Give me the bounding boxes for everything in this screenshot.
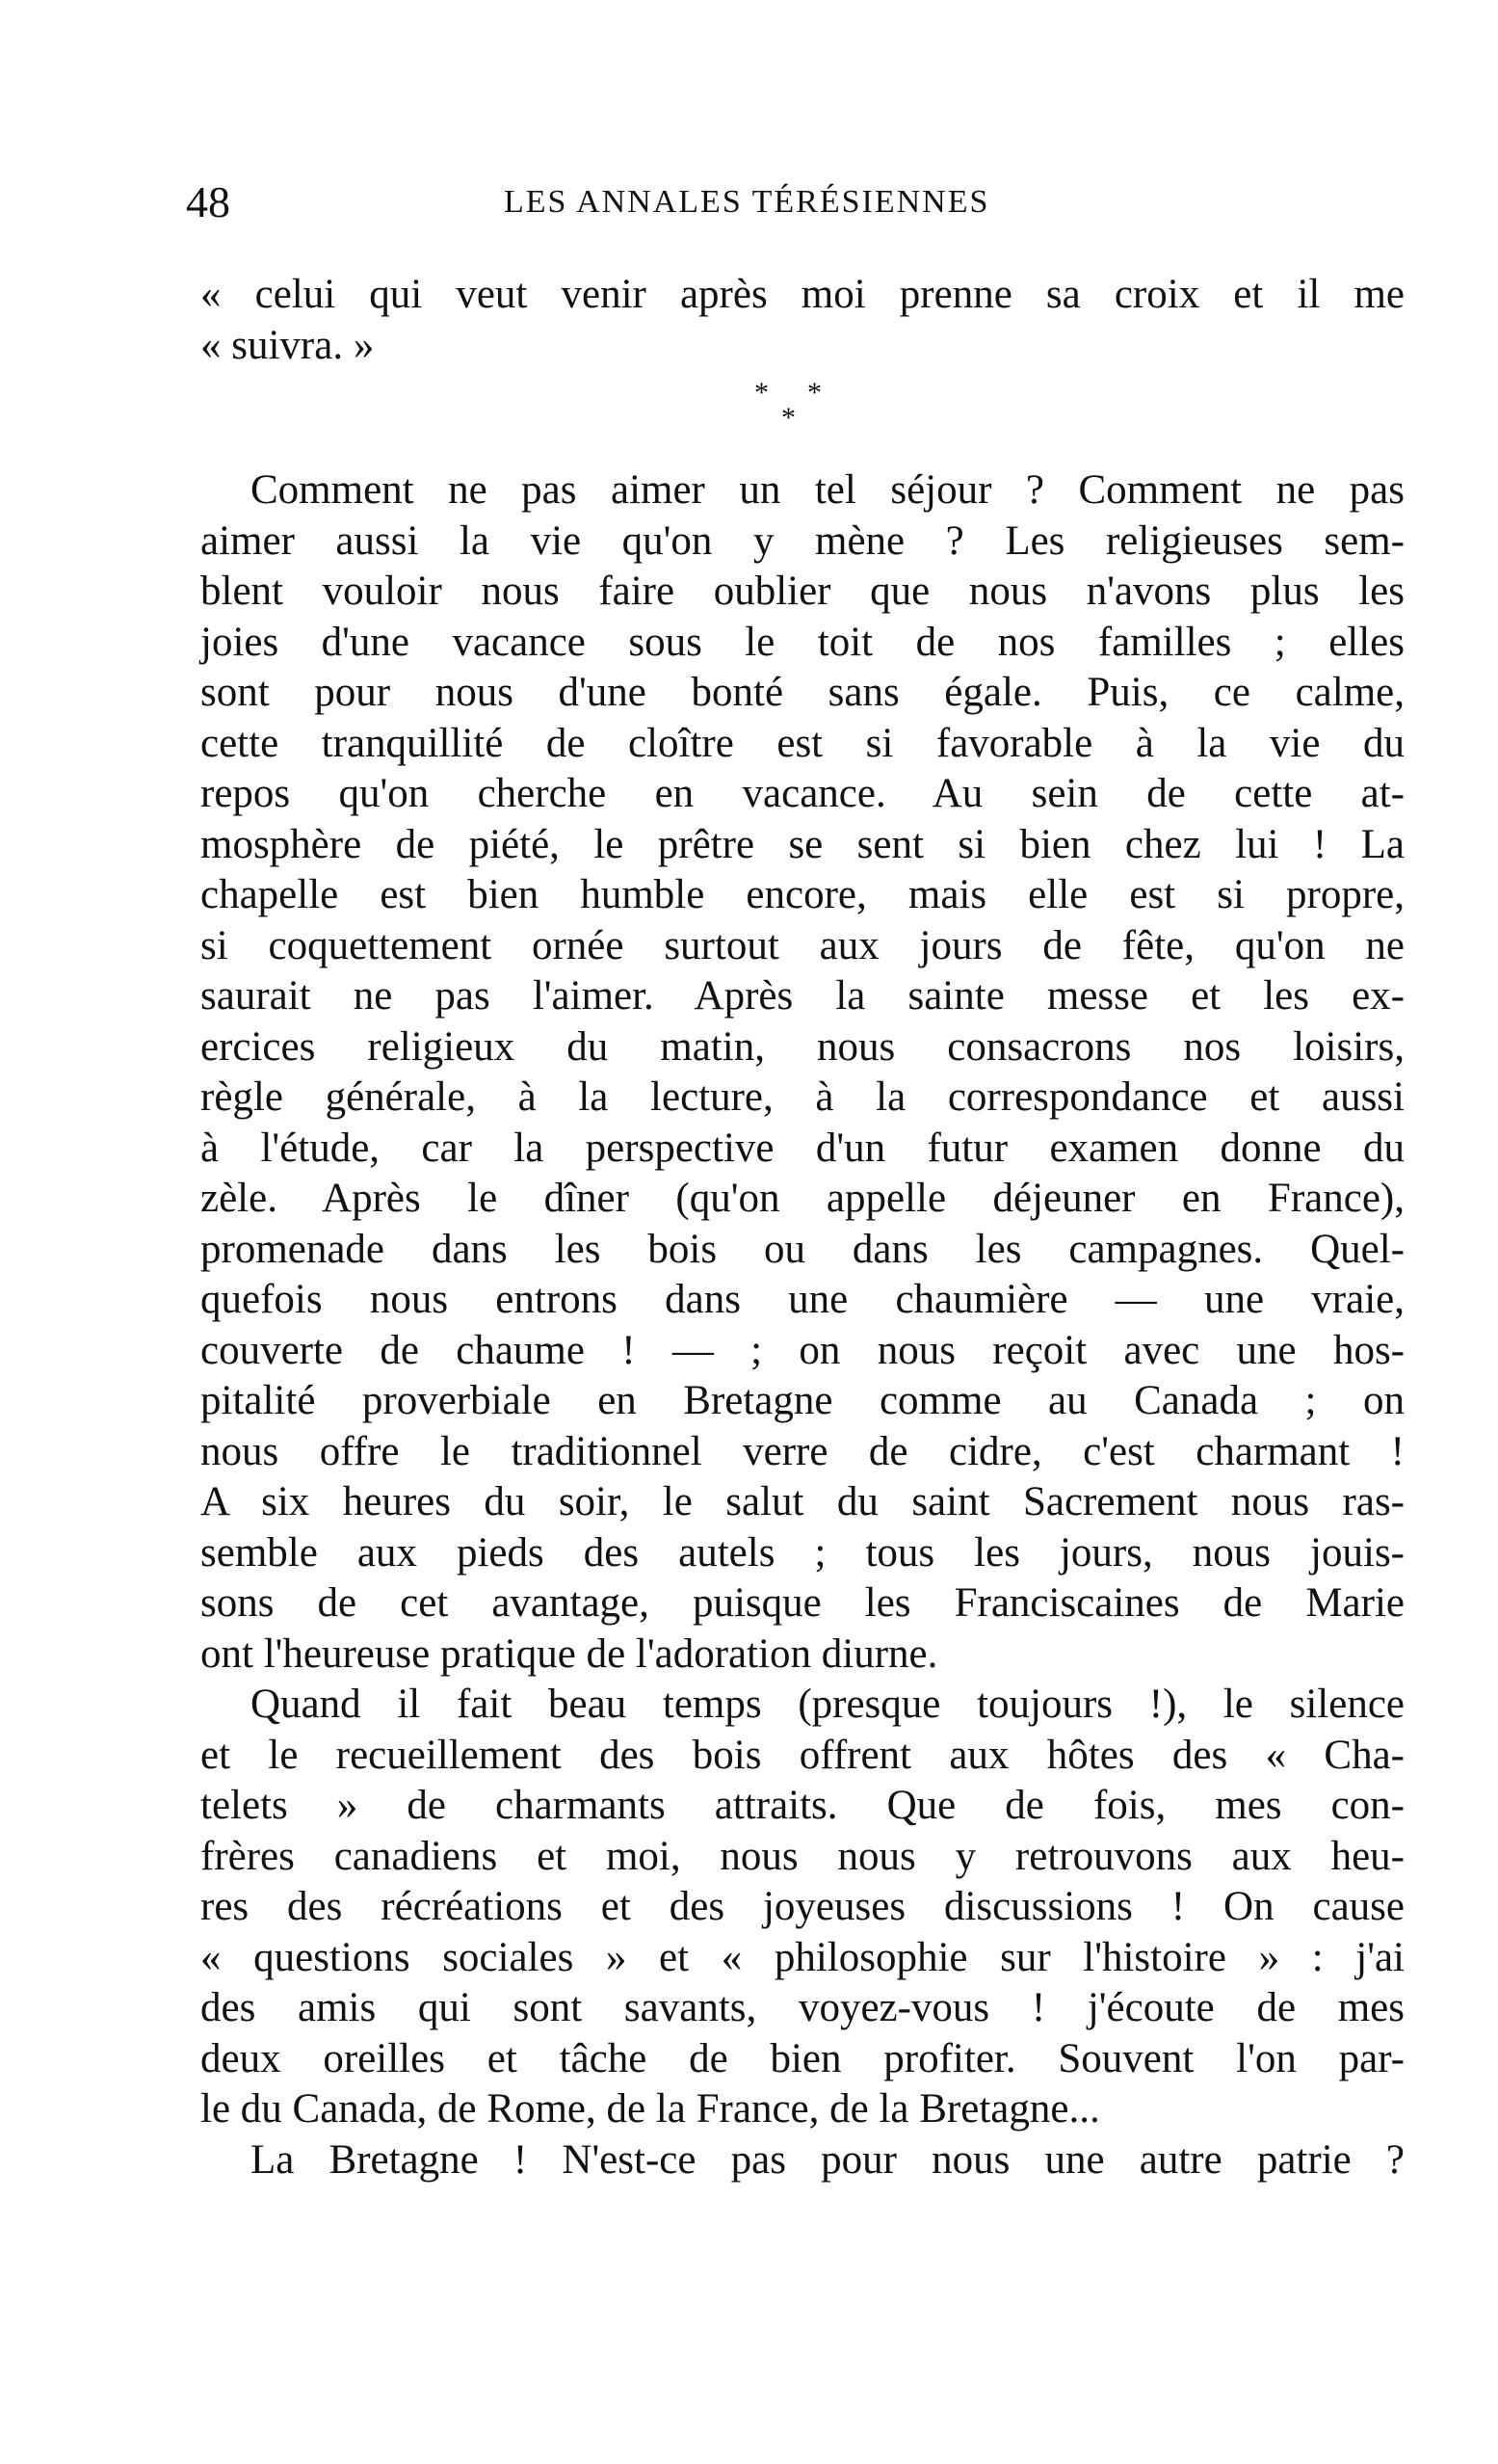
text-line: aimer aussi la vie qu'on y mène ? Les religieuses sem- — [200, 517, 1405, 564]
page-header — [186, 173, 1409, 231]
text-line: telets » de charmants attraits. Que de fois, mes con- — [200, 1783, 1405, 1828]
text-line: « questions sociales » et « philosophie sur l'histoire » : j'ai — [200, 1934, 1405, 1980]
running-title: LES ANNALES TÉRÉSIENNES — [504, 184, 990, 220]
text-line: à l'étude, car la perspective d'un futur examen donne du — [200, 1125, 1405, 1171]
section-ornament — [200, 371, 1405, 465]
text-line: La Bretagne ! N'est-ce pas pour nous une autre patrie ? — [250, 2136, 1405, 2183]
asterisk-icon: * — [781, 402, 796, 434]
text-line: blent vouloir nous faire oublier que nous n'avons plus les — [200, 569, 1405, 614]
text-line: « suivra. » — [200, 322, 375, 368]
page-number: 48 — [186, 177, 230, 226]
text-line: le du Canada, de Rome, de la France, de la Bretagne... — [200, 2086, 1100, 2132]
text-line: ercices religieux du matin, nous consacrons nos loisirs, — [200, 1023, 1405, 1070]
text-line: saurait ne pas l'aimer. Après la sainte messe et les ex- — [200, 973, 1405, 1019]
text-line: frères canadiens et moi, nous nous y retrouvons aux heu- — [200, 1833, 1405, 1879]
text-line: nous offre le traditionnel verre de cidre, c'est charmant ! — [200, 1428, 1405, 1474]
text-line: Comment ne pas aimer un tel séjour ? Comment ne pas — [250, 467, 1405, 513]
text-line: deux oreilles et tâche de bien profiter. Souvent l'on par- — [200, 2035, 1405, 2081]
text-line: et le recueillement des bois offrent aux hôtes des « Cha- — [200, 1732, 1405, 1778]
asterisk-icon: * — [754, 377, 769, 409]
asterisk-icon: * — [807, 377, 822, 409]
text-line: res des récréations et des joyeuses discussions ! On cause — [200, 1884, 1405, 1929]
text-line: ont l'heureuse pratique de l'adoration diurne. — [200, 1630, 938, 1677]
text-line: sons de cet avantage, puisque les Franciscaines de Marie — [200, 1580, 1405, 1626]
text-line: quefois nous entrons dans une chaumière — une vraie, — [200, 1277, 1405, 1322]
text-line: chapelle est bien humble encore, mais elle est si propre, — [200, 872, 1405, 917]
text-line: repos qu'on cherche en vacance. Au sein de cette at- — [200, 771, 1405, 816]
text-line: règle générale, à la lecture, à la correspondance et aussi — [200, 1074, 1405, 1120]
text-line: A six heures du soir, le salut du saint Sacrement nous ras- — [200, 1479, 1405, 1524]
text-line: mosphère de piété, le prêtre se sent si bien chez lui ! La — [200, 821, 1405, 867]
text-line: joies d'une vacance sous le toit de nos familles ; elles — [200, 619, 1405, 665]
text-line: Quand il fait beau temps (presque toujours !), le silence — [250, 1682, 1405, 1727]
text-line: semble aux pieds des autels ; tous les jours, nous jouis- — [200, 1529, 1405, 1576]
text-line: si coquettement ornée surtout aux jours de fête, qu'on ne — [200, 922, 1405, 968]
text-line: promenade dans les bois ou dans les campagnes. Quel- — [200, 1226, 1405, 1272]
text-line: des amis qui sont savants, voyez-vous ! j'écoute de mes — [200, 1985, 1405, 2030]
text-line: sont pour nous d'une bonté sans égale. Puis, ce calme, — [200, 670, 1405, 715]
text-line: zèle. Après le dîner (qu'on appelle déjeuner en France), — [200, 1176, 1405, 1221]
body-text — [200, 270, 1405, 2186]
text-line: « celui qui veut venir après moi prenne sa croix et il me — [200, 272, 1405, 317]
text-line: couverte de chaume ! — ; on nous reçoit avec une hos- — [200, 1327, 1405, 1373]
text-line: pitalité proverbiale en Bretagne comme au Canada ; on — [200, 1378, 1405, 1423]
text-line: cette tranquillité de cloître est si favorable à la vie du — [200, 720, 1405, 766]
